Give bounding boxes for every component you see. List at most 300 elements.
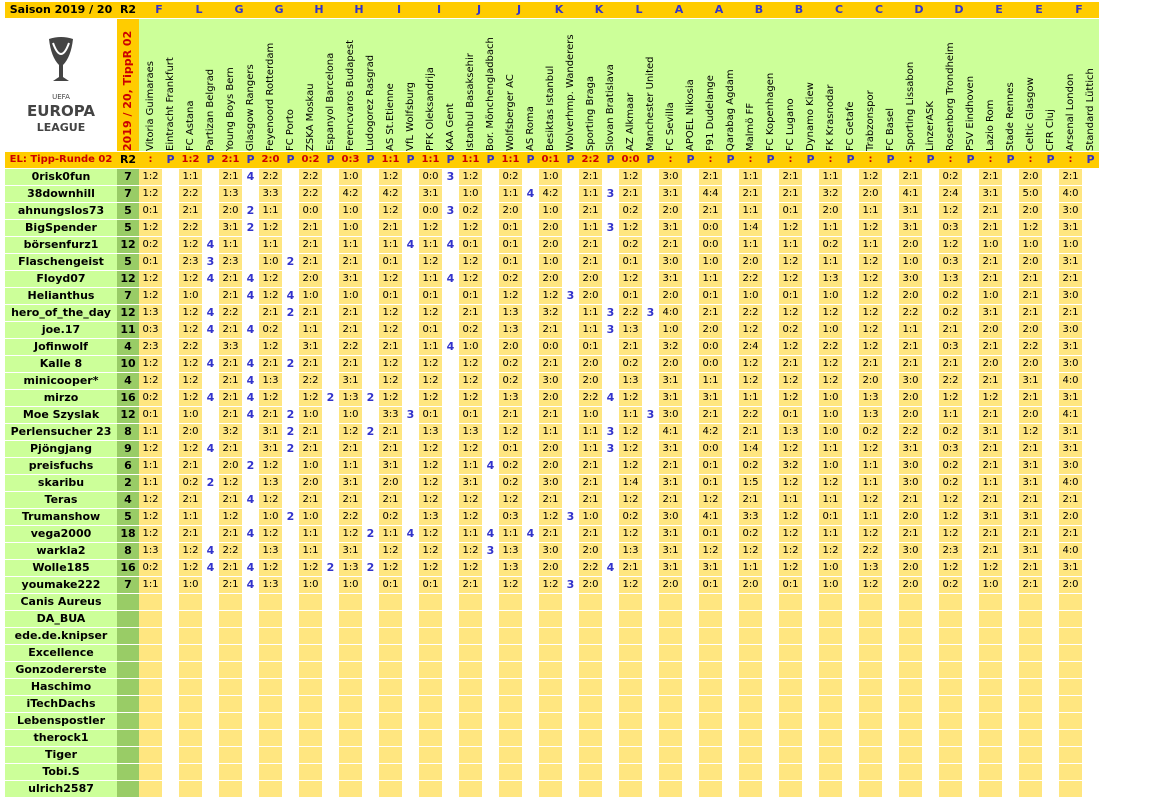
tip-points xyxy=(962,594,979,611)
player-points xyxy=(117,696,139,713)
tip-points xyxy=(882,764,899,781)
tip-points xyxy=(1042,509,1059,526)
tip-points: 4 xyxy=(402,237,419,254)
tip-cell: 1:2 xyxy=(379,271,402,288)
tip-cell: 2:1 xyxy=(339,305,362,322)
team-home xyxy=(379,19,402,152)
tip-points xyxy=(282,628,299,645)
team-home-name: FK Krasnodar xyxy=(824,84,836,151)
tip-cell: 1:1 xyxy=(699,373,722,390)
tip-points xyxy=(602,526,619,543)
tip-cell xyxy=(939,713,962,730)
tip-cell: 0:1 xyxy=(459,237,482,254)
tip-points xyxy=(922,288,939,305)
group-letter: C xyxy=(819,2,859,19)
tip-cell xyxy=(1019,594,1042,611)
tip-cell: 1:2 xyxy=(779,220,802,237)
tip-points xyxy=(202,577,219,594)
tip-cell: 2:1 xyxy=(579,203,602,220)
tip-points xyxy=(642,339,659,356)
tip-points xyxy=(962,577,979,594)
tip-points xyxy=(602,577,619,594)
tip-points xyxy=(722,679,739,696)
tip-cell: 2:1 xyxy=(299,237,322,254)
tip-points: 4 xyxy=(202,305,219,322)
tip-cell: 2:1 xyxy=(979,373,1002,390)
tip-points xyxy=(322,509,339,526)
tip-points: 2 xyxy=(202,475,219,492)
tip-cell: 2:1 xyxy=(739,424,762,441)
tip-cell: 1:2 xyxy=(619,441,642,458)
tip-cell: 1:0 xyxy=(579,407,602,424)
tip-cell xyxy=(699,781,722,798)
tip-cell xyxy=(459,628,482,645)
tip-points xyxy=(562,526,579,543)
tip-cell: 1:2 xyxy=(419,492,442,509)
tip-cell: 2:1 xyxy=(979,220,1002,237)
tip-points xyxy=(682,764,699,781)
tip-points xyxy=(682,237,699,254)
tip-points xyxy=(922,237,939,254)
player-name: preisfuchs xyxy=(5,458,117,475)
tip-cell: 2:1 xyxy=(979,526,1002,543)
tip-points xyxy=(922,662,939,679)
tip-points xyxy=(402,203,419,220)
player-points xyxy=(117,679,139,696)
tip-points xyxy=(922,509,939,526)
tip-points xyxy=(602,492,619,509)
tip-points xyxy=(562,662,579,679)
tip-cell: 2:0 xyxy=(539,458,562,475)
tip-cell: 1:2 xyxy=(819,475,842,492)
tip-points xyxy=(362,645,379,662)
tip-points xyxy=(882,509,899,526)
tip-points xyxy=(442,730,459,747)
tip-cell xyxy=(979,645,1002,662)
tip-cell xyxy=(1019,713,1042,730)
tip-points xyxy=(682,373,699,390)
tip-cell: 1:1 xyxy=(579,424,602,441)
tip-cell: 1:2 xyxy=(339,424,362,441)
tip-cell: 3:0 xyxy=(1059,356,1082,373)
tip-cell: 3:1 xyxy=(979,305,1002,322)
tip-cell: 2:2 xyxy=(179,339,202,356)
tip-cell: 1:2 xyxy=(779,509,802,526)
tip-cell: 1:2 xyxy=(459,373,482,390)
tip-cell: 1:3 xyxy=(259,577,282,594)
tip-cell xyxy=(419,713,442,730)
tip-points xyxy=(282,475,299,492)
player-points: 9 xyxy=(117,441,139,458)
tip-cell: 1:2 xyxy=(139,220,162,237)
tip-points xyxy=(322,203,339,220)
tip-cell: 3:1 xyxy=(1059,254,1082,271)
tip-cell xyxy=(499,730,522,747)
tip-points xyxy=(802,781,819,798)
tip-cell xyxy=(619,611,642,628)
tip-points: 2 xyxy=(362,560,379,577)
tip-points xyxy=(842,271,859,288)
tip-points xyxy=(522,305,539,322)
tip-points xyxy=(1002,458,1019,475)
player-points xyxy=(117,611,139,628)
tip-points xyxy=(322,475,339,492)
tip-cell xyxy=(179,611,202,628)
tip-points xyxy=(882,713,899,730)
tip-cell: 0:1 xyxy=(459,288,482,305)
tip-cell: 1:0 xyxy=(819,424,842,441)
tip-points xyxy=(802,339,819,356)
tip-cell: 4:0 xyxy=(1059,543,1082,560)
tip-points xyxy=(722,203,739,220)
tip-cell xyxy=(459,764,482,781)
tip-cell: 1:1 xyxy=(339,237,362,254)
tip-cell xyxy=(459,662,482,679)
tip-points xyxy=(802,730,819,747)
tip-points xyxy=(842,441,859,458)
tip-points xyxy=(402,509,419,526)
tip-cell: 2:1 xyxy=(579,237,602,254)
tip-cell: 1:1 xyxy=(859,475,882,492)
tip-points xyxy=(282,611,299,628)
tip-cell: 1:2 xyxy=(179,390,202,407)
group-letter: K xyxy=(539,2,579,19)
tip-cell xyxy=(1059,594,1082,611)
tip-cell xyxy=(539,662,562,679)
tip-points xyxy=(522,679,539,696)
tip-points xyxy=(162,662,179,679)
tip-points xyxy=(482,560,499,577)
tip-points xyxy=(402,322,419,339)
tip-points xyxy=(162,594,179,611)
player-name: 38downhill xyxy=(5,186,117,203)
tip-cell xyxy=(299,747,322,764)
tip-cell xyxy=(539,713,562,730)
tip-cell: 2:1 xyxy=(219,373,242,390)
tip-points xyxy=(242,662,259,679)
player-points: 5 xyxy=(117,509,139,526)
tip-cell xyxy=(619,696,642,713)
player-points: 16 xyxy=(117,560,139,577)
tip-cell: 0:3 xyxy=(939,441,962,458)
tip-points xyxy=(282,492,299,509)
tip-cell xyxy=(339,764,362,781)
tip-cell: 2:0 xyxy=(539,237,562,254)
tip-points xyxy=(962,475,979,492)
tip-points xyxy=(562,713,579,730)
tip-points xyxy=(1082,764,1099,781)
tip-cell: 2:2 xyxy=(219,305,242,322)
group-letter: H xyxy=(299,2,339,19)
tip-cell: 4:2 xyxy=(539,186,562,203)
tip-points: 4 xyxy=(202,356,219,373)
tip-points xyxy=(602,764,619,781)
tip-cell: 3:3 xyxy=(739,509,762,526)
tip-points xyxy=(522,577,539,594)
tip-points xyxy=(842,526,859,543)
tip-points xyxy=(362,509,379,526)
tip-points xyxy=(1042,271,1059,288)
tip-cell xyxy=(379,594,402,611)
tip-points xyxy=(682,628,699,645)
team-away-name: Slovan Bratislava xyxy=(604,64,616,151)
tip-cell: 2:0 xyxy=(219,458,242,475)
tip-points xyxy=(482,781,499,798)
tip-points: 2 xyxy=(282,509,299,526)
tip-points xyxy=(242,713,259,730)
tip-cell xyxy=(459,713,482,730)
tip-cell: 2:1 xyxy=(1019,577,1042,594)
tip-cell xyxy=(779,611,802,628)
tip-points xyxy=(522,611,539,628)
tip-points xyxy=(842,764,859,781)
tip-points xyxy=(642,373,659,390)
tip-points xyxy=(642,390,659,407)
tip-points: 4 xyxy=(442,339,459,356)
tip-points xyxy=(562,373,579,390)
tip-cell: 1:3 xyxy=(499,390,522,407)
tip-points: 2 xyxy=(322,390,339,407)
match-result: : xyxy=(1019,152,1042,169)
tip-points xyxy=(922,730,939,747)
tip-cell: 1:2 xyxy=(459,509,482,526)
tip-cell: 1:3 xyxy=(259,373,282,390)
tip-points: 3 xyxy=(442,203,459,220)
tip-cell: 0:1 xyxy=(579,339,602,356)
tip-cell: 0:0 xyxy=(699,237,722,254)
team-away xyxy=(322,19,339,152)
team-away-name: Ludogorez Rasgrad xyxy=(364,54,376,151)
tip-cell: 1:3 xyxy=(619,322,642,339)
tip-points xyxy=(442,543,459,560)
tip-points xyxy=(522,475,539,492)
tip-cell: 2:1 xyxy=(899,169,922,186)
tip-cell: 3:2 xyxy=(219,424,242,441)
tip-cell xyxy=(1059,645,1082,662)
player-name: Tiger xyxy=(5,747,117,764)
tip-points xyxy=(362,288,379,305)
tip-points xyxy=(642,458,659,475)
tip-cell: 1:1 xyxy=(459,458,482,475)
tip-cell: 0:2 xyxy=(499,458,522,475)
tip-cell: 2:1 xyxy=(219,356,242,373)
tip-points xyxy=(842,237,859,254)
tip-cell: 2:1 xyxy=(539,407,562,424)
tip-cell: 1:2 xyxy=(459,356,482,373)
tip-points: 2 xyxy=(282,254,299,271)
tip-points xyxy=(482,237,499,254)
player-name: börsenfurz1 xyxy=(5,237,117,254)
tip-points xyxy=(1042,322,1059,339)
tip-cell xyxy=(1059,696,1082,713)
tip-points: 4 xyxy=(202,271,219,288)
tip-points xyxy=(962,509,979,526)
tip-cell xyxy=(859,679,882,696)
tip-points xyxy=(762,713,779,730)
team-away-name: APOEL Nikosia xyxy=(684,79,696,151)
tip-cell: 2:4 xyxy=(939,186,962,203)
tip-points xyxy=(322,526,339,543)
tip-cell: 1:1 xyxy=(859,237,882,254)
tip-cell xyxy=(979,764,1002,781)
tip-cell: 0:1 xyxy=(419,322,442,339)
tip-cell: 0:2 xyxy=(379,509,402,526)
tip-points xyxy=(962,441,979,458)
tip-cell: 3:1 xyxy=(1059,424,1082,441)
tip-points xyxy=(322,186,339,203)
tip-points xyxy=(162,441,179,458)
tip-points xyxy=(722,696,739,713)
tip-points xyxy=(482,441,499,458)
tip-cell: 1:0 xyxy=(339,577,362,594)
tip-points xyxy=(962,373,979,390)
tip-points xyxy=(242,781,259,798)
tip-cell xyxy=(779,679,802,696)
group-letter: I xyxy=(419,2,459,19)
tip-cell: 1:1 xyxy=(579,441,602,458)
tip-cell: 1:3 xyxy=(859,560,882,577)
tip-points xyxy=(482,407,499,424)
tip-points xyxy=(762,628,779,645)
tip-points xyxy=(402,254,419,271)
tip-cell: 1:0 xyxy=(179,288,202,305)
tip-cell: 1:3 xyxy=(499,560,522,577)
tip-points xyxy=(322,594,339,611)
match-result: : xyxy=(859,152,882,169)
tip-cell: 0:3 xyxy=(499,509,522,526)
player-name: Trumanshow xyxy=(5,509,117,526)
tip-points xyxy=(162,696,179,713)
tip-cell xyxy=(259,611,282,628)
tip-cell: 2:1 xyxy=(659,492,682,509)
tip-points xyxy=(322,322,339,339)
tip-points xyxy=(442,764,459,781)
tip-points xyxy=(1002,288,1019,305)
tip-cell: 2:1 xyxy=(619,339,642,356)
tip-cell: 2:0 xyxy=(179,424,202,441)
table-row xyxy=(5,271,1099,288)
tip-points: 3 xyxy=(642,305,659,322)
tip-points xyxy=(562,356,579,373)
tip-cell: 1:2 xyxy=(939,560,962,577)
tip-cell xyxy=(779,696,802,713)
tip-points xyxy=(522,645,539,662)
player-name: youmake222 xyxy=(5,577,117,594)
table-row xyxy=(5,611,1099,628)
tip-cell: 1:5 xyxy=(739,475,762,492)
tip-cell xyxy=(859,730,882,747)
tip-cell: 1:0 xyxy=(179,407,202,424)
tip-cell xyxy=(1019,679,1042,696)
tip-cell xyxy=(259,645,282,662)
tip-points xyxy=(922,628,939,645)
tip-cell: 0:2 xyxy=(139,237,162,254)
tip-points xyxy=(442,645,459,662)
tip-points xyxy=(722,271,739,288)
tip-points xyxy=(842,373,859,390)
team-away xyxy=(362,19,379,152)
tip-cell: 1:1 xyxy=(739,169,762,186)
tip-points xyxy=(362,679,379,696)
tip-cell: 2:1 xyxy=(899,339,922,356)
team-home xyxy=(459,19,482,152)
tip-points xyxy=(842,577,859,594)
match-result: : xyxy=(819,152,842,169)
tip-cell: 1:1 xyxy=(739,237,762,254)
tip-points xyxy=(402,356,419,373)
tip-cell: 2:1 xyxy=(379,339,402,356)
tip-points xyxy=(1082,594,1099,611)
tip-cell xyxy=(699,662,722,679)
player-name: warkla2 xyxy=(5,543,117,560)
tip-cell xyxy=(859,781,882,798)
tip-points xyxy=(882,169,899,186)
tip-cell xyxy=(899,781,922,798)
tip-cell: 0:0 xyxy=(419,169,442,186)
tip-points: 2 xyxy=(282,356,299,373)
tip-points xyxy=(482,577,499,594)
points-header: P xyxy=(522,152,539,169)
tip-cell xyxy=(259,730,282,747)
tip-points xyxy=(842,458,859,475)
tip-points xyxy=(602,509,619,526)
tip-cell: 2:1 xyxy=(1019,560,1042,577)
tip-points xyxy=(362,696,379,713)
tip-points xyxy=(442,594,459,611)
tip-cell: 1:1 xyxy=(259,237,282,254)
tip-points xyxy=(362,781,379,798)
tip-cell xyxy=(1019,696,1042,713)
tip-points xyxy=(402,645,419,662)
tip-points xyxy=(802,203,819,220)
team-away-name: Standard Lüttich xyxy=(1084,68,1096,151)
tip-points xyxy=(562,458,579,475)
tip-cell xyxy=(739,594,762,611)
tip-points xyxy=(1002,509,1019,526)
team-home-name: Besiktas Istanbul xyxy=(544,65,556,151)
tip-cell: 0:1 xyxy=(819,509,842,526)
tip-points xyxy=(202,203,219,220)
team-home xyxy=(1019,19,1042,152)
tip-points xyxy=(1082,305,1099,322)
tip-points xyxy=(322,730,339,747)
tip-cell: 1:2 xyxy=(539,288,562,305)
tip-cell: 1:2 xyxy=(139,186,162,203)
tip-cell: 3:1 xyxy=(1019,373,1042,390)
round-vertical xyxy=(117,19,139,152)
tip-points: 2 xyxy=(282,441,299,458)
tip-cell: 2:1 xyxy=(939,322,962,339)
tip-cell xyxy=(259,781,282,798)
tip-cell: 0:2 xyxy=(739,526,762,543)
tip-points xyxy=(402,492,419,509)
group-letter: B xyxy=(779,2,819,19)
tip-cell: 1:0 xyxy=(979,237,1002,254)
tip-cell: 0:1 xyxy=(459,407,482,424)
tip-cell: 1:1 xyxy=(819,220,842,237)
tip-points xyxy=(482,322,499,339)
tip-points xyxy=(202,764,219,781)
tip-cell xyxy=(579,781,602,798)
tip-points: 3 xyxy=(602,305,619,322)
tip-cell: 0:3 xyxy=(939,220,962,237)
team-home-name: Wolfsberger AC xyxy=(504,74,516,151)
tip-points xyxy=(722,645,739,662)
tip-cell: 1:0 xyxy=(179,577,202,594)
tip-points xyxy=(642,662,659,679)
tip-points xyxy=(482,424,499,441)
team-away xyxy=(242,19,259,152)
